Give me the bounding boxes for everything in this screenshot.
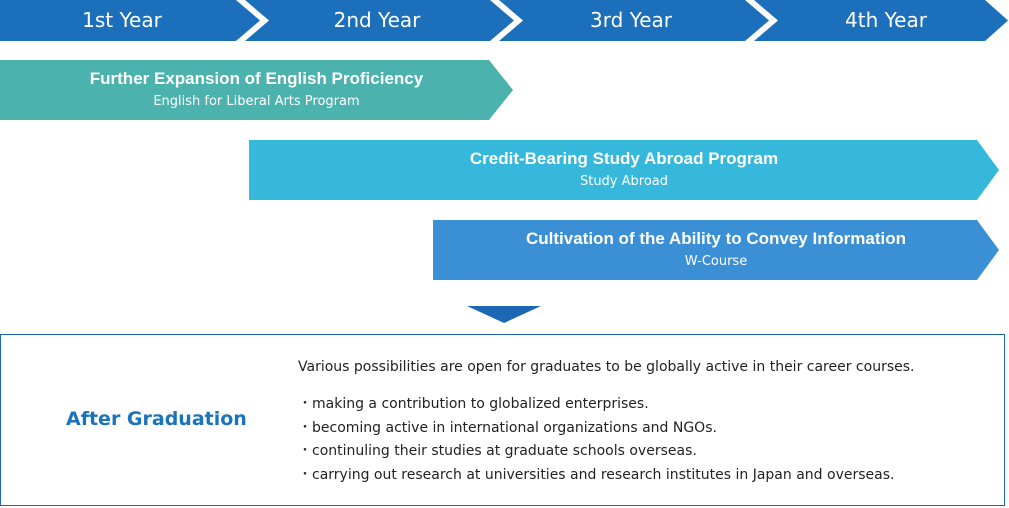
year-label-2: 2nd Year: [333, 8, 421, 32]
after-graduation-item-2: ・becoming active in international organizations and NGOs.: [298, 420, 717, 436]
after-graduation-lead: Various possibilities are open for graduates to be globally active in their career courses.: [298, 359, 915, 375]
year-label-1: 1st Year: [82, 8, 162, 32]
program-title-study-abroad: Credit-Bearing Study Abroad Program: [469, 149, 779, 168]
after-graduation-item-3: ・continuling their studies at graduate schools overseas.: [298, 443, 697, 459]
program-title-w-course: Cultivation of the Ability to Convey Information: [526, 229, 906, 248]
program-title-english: Further Expansion of English Proficiency: [89, 69, 424, 88]
after-graduation-item-1: ・making a contribution to globalized enterprises.: [298, 396, 649, 412]
after-graduation-item-4: ・carrying out research at universities and research institutes in Japan and overseas.: [298, 467, 895, 483]
program-subtitle-english: English for Liberal Arts Program: [153, 94, 360, 109]
year-label-4: 4th Year: [845, 8, 927, 32]
program-subtitle-w-course: W-Course: [684, 254, 748, 269]
down-arrow-icon: [467, 306, 541, 323]
after-graduation-title: After Graduation: [66, 408, 247, 430]
year-label-3: 3rd Year: [590, 8, 672, 32]
program-subtitle-study-abroad: Study Abroad: [579, 174, 669, 189]
